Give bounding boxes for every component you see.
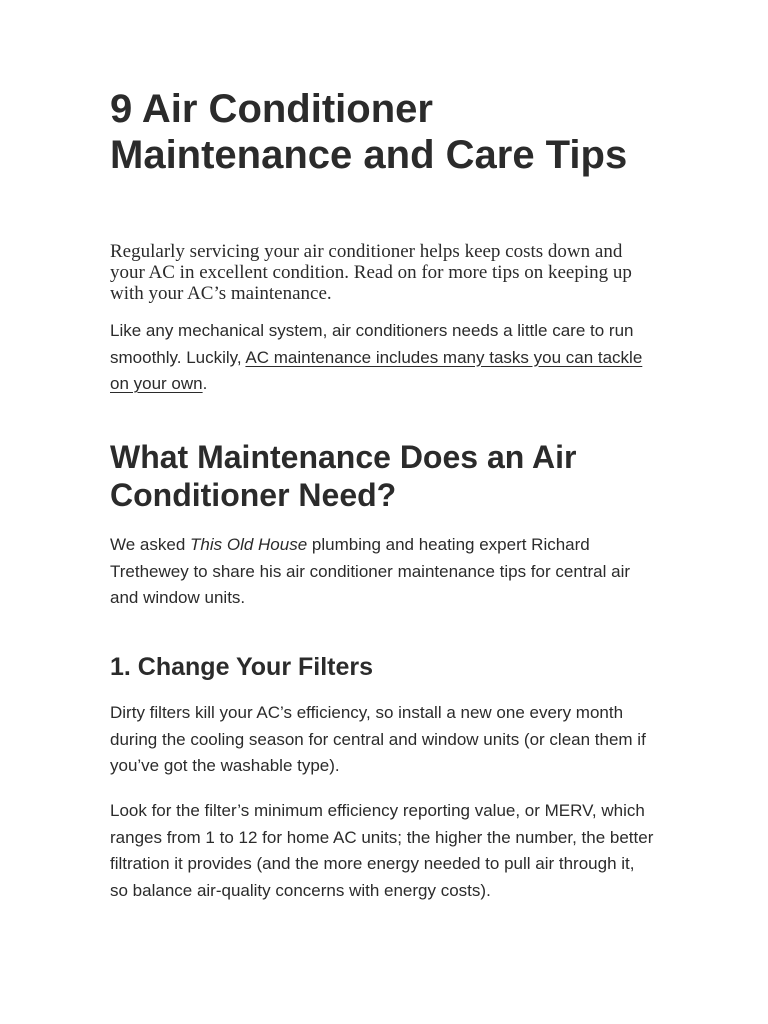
article-dek: Regularly servicing your air conditioner helps keep costs down and your AC in excellent condition. Read on for more tips on keeping up with your AC’s maintenance. bbox=[110, 241, 632, 304]
intro-paragraph bbox=[110, 318, 655, 398]
intro-text-before-link: Like any mechanical system, air conditioners needs a little care to run smoothly. Luckily, bbox=[110, 321, 634, 367]
tip-1-paragraph-2: Look for the filter’s minimum efficiency reporting value, or MERV, which ranges from 1 to 12 for home AC units; the higher the number, the better filtration it provides (and the more energy needed to pull air through it, so balance air-quality concerns with energy costs). bbox=[110, 801, 654, 900]
expert-text-before-italic: We asked bbox=[110, 535, 191, 554]
tip-1-heading: 1. Change Your Filters bbox=[110, 653, 374, 681]
ac-maintenance-link[interactable]: AC maintenance includes many tasks you can tackle on your own bbox=[110, 347, 643, 393]
publication-name: This Old House bbox=[190, 535, 308, 554]
section-heading: What Maintenance Does an Air Conditioner Need? bbox=[110, 439, 577, 513]
article-title: 9 Air Conditioner Maintenance and Care Tips bbox=[110, 87, 628, 177]
intro-text-after-link: . bbox=[202, 374, 208, 393]
expert-text-after-italic: plumbing and heating expert Richard Trethewey to share his air conditioner maintenance tips for central air and window units. bbox=[110, 535, 631, 607]
tip-1-paragraph-1: Dirty filters kill your AC’s efficiency, so install a new one every month during the cooling season for central and window units (or clean them if you’ve got the washable type). bbox=[110, 703, 646, 775]
expert-paragraph bbox=[110, 532, 655, 612]
